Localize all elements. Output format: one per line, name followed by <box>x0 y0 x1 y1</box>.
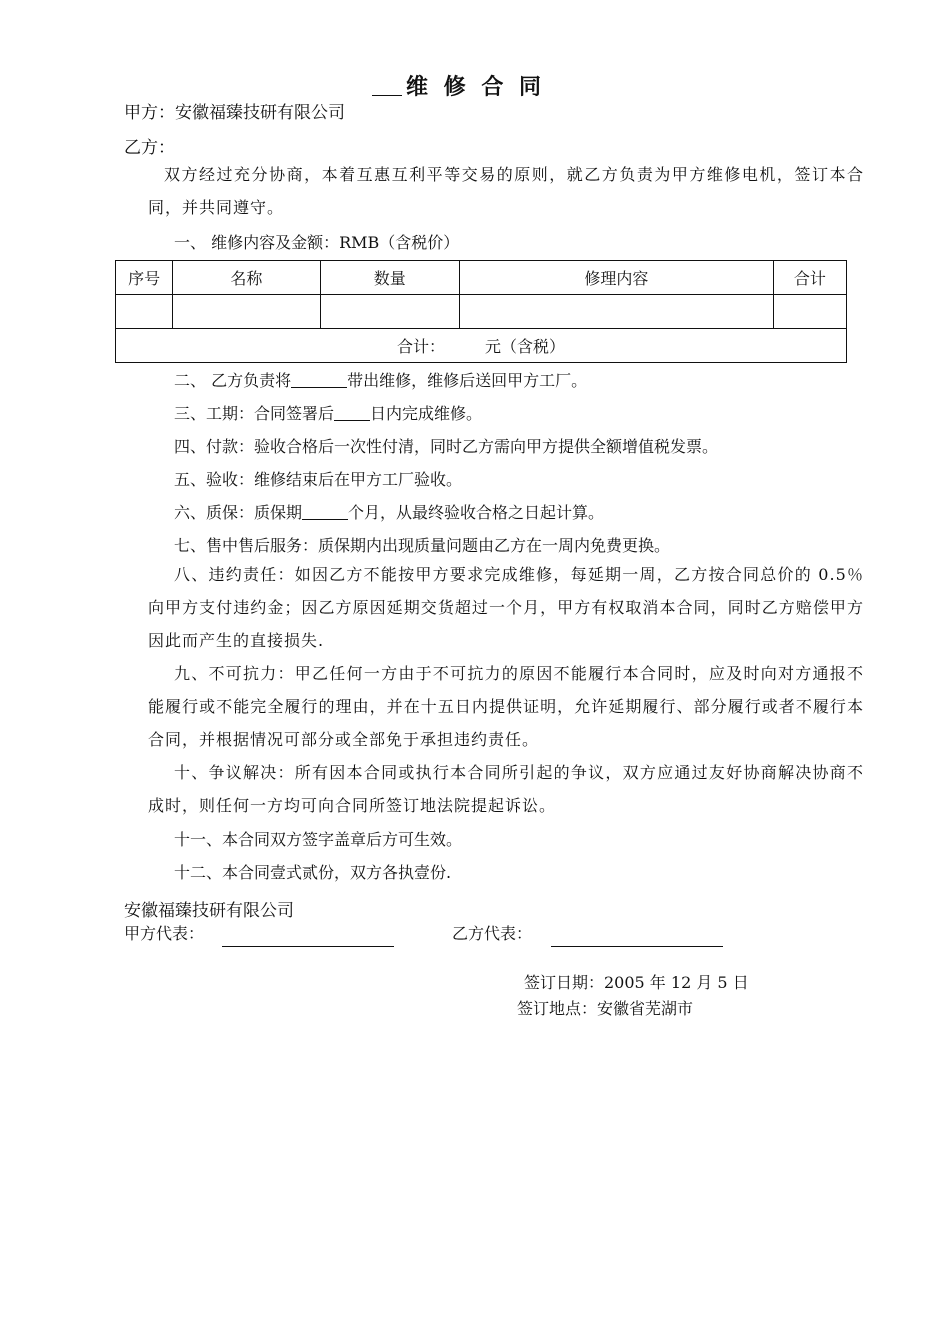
company-name: 安徽福臻技研有限公司 <box>124 901 294 921</box>
title-blank <box>372 75 402 96</box>
table-header-row <box>116 261 847 295</box>
party-a-signature-line[interactable] <box>222 928 394 947</box>
section-8: 八、违约责任：如因乙方不能按甲方要求完成维修，每延期一周，乙方按合同总价的 0.5％向甲方支付违约金；因乙方原因延期交货超过一个月，甲方有权取消本合同，同时乙方赔偿甲方因此而产生的直接损失. <box>148 565 864 650</box>
warranty-blank[interactable] <box>302 503 348 520</box>
header-seq: 序号 <box>116 261 173 295</box>
section-10: 十、争议解决：所有因本合同或执行本合同所引起的争议，双方应通过友好协商解决协商不成时，则任何一方均可向合同所签订地法院提起诉讼。 <box>148 763 864 815</box>
cell-name[interactable] <box>173 295 320 329</box>
party-a-rep-label: 甲方代表： <box>124 924 205 943</box>
section-11: 十一、本合同双方签字盖章后方可生效。 <box>174 830 463 849</box>
header-name: 名称 <box>173 261 320 295</box>
party-b-signature-line[interactable] <box>551 928 723 947</box>
party-a-rep <box>124 921 204 944</box>
section-2-text-b: 带出维修，维修后送回甲方工厂。 <box>347 371 588 390</box>
section-2-text-a: 二、 乙方负责将 <box>174 371 292 390</box>
table-row <box>116 295 847 329</box>
days-blank[interactable] <box>334 404 370 421</box>
section-2 <box>174 368 587 391</box>
section-5: 五、验收：维修结束后在甲方工厂验收。 <box>174 470 463 489</box>
title-text: 维 修 合 同 <box>406 75 545 100</box>
document-title <box>372 70 545 101</box>
section-9: 九、不可抗力：甲乙任何一方由于不可抗力的原因不能履行本合同时，应及时向对方通报不能履行或不能完全履行的理由，并在十五日内提供证明，允许延期履行、部分履行或者不履行本合同，并根据情况可部分或全部免于承担违约责任。 <box>148 664 864 749</box>
header-total: 合计 <box>773 261 846 295</box>
section-4: 四、付款：验收合格后一次性付清，同时乙方需向甲方提供全额增值税发票。 <box>174 437 719 456</box>
sign-date: 签订日期：2005 年 12 月 5 日 <box>524 973 749 992</box>
table-total-row <box>116 329 847 363</box>
intro-paragraph: 双方经过充分协商，本着互惠互利平等交易的原则，就乙方负责为甲方维修电机，签订本合同，并共同遵守。 <box>148 165 864 217</box>
section-6-text-b: 个月，从最终验收合格之日起计算。 <box>348 503 605 522</box>
section-6-text-a: 六、质保：质保期 <box>174 503 303 522</box>
cell-total[interactable] <box>773 295 846 329</box>
header-content: 修理内容 <box>459 261 773 295</box>
section-6 <box>174 500 604 523</box>
party-b-rep-label: 乙方代表： <box>452 924 533 943</box>
cell-seq[interactable] <box>116 295 173 329</box>
cell-content[interactable] <box>459 295 773 329</box>
party-b: 乙方： <box>124 138 175 158</box>
section-3-text-a: 三、工期：合同签署后 <box>174 404 335 423</box>
section-3 <box>174 401 482 424</box>
section-7: 七、售中售后服务：质保期内出现质量问题由乙方在一周内免费更换。 <box>174 536 671 555</box>
section-3-text-b: 日内完成维修。 <box>370 404 483 423</box>
party-b-rep <box>452 921 532 944</box>
cell-qty[interactable] <box>320 295 459 329</box>
header-qty: 数量 <box>320 261 459 295</box>
total-cell <box>116 329 847 363</box>
total-unit: 元（含税） <box>485 337 566 356</box>
repair-items-table <box>115 260 847 363</box>
party-a: 甲方：安徽福臻技研有限公司 <box>124 103 345 123</box>
sign-place: 签订地点：安徽省芜湖市 <box>517 999 694 1018</box>
section-1: 一、 维修内容及金额：RMB（含税价） <box>174 233 460 252</box>
section-12: 十二、本合同壹式贰份，双方各执壹份. <box>174 863 452 882</box>
total-label: 合计： <box>396 337 445 356</box>
item-blank[interactable] <box>291 371 347 388</box>
